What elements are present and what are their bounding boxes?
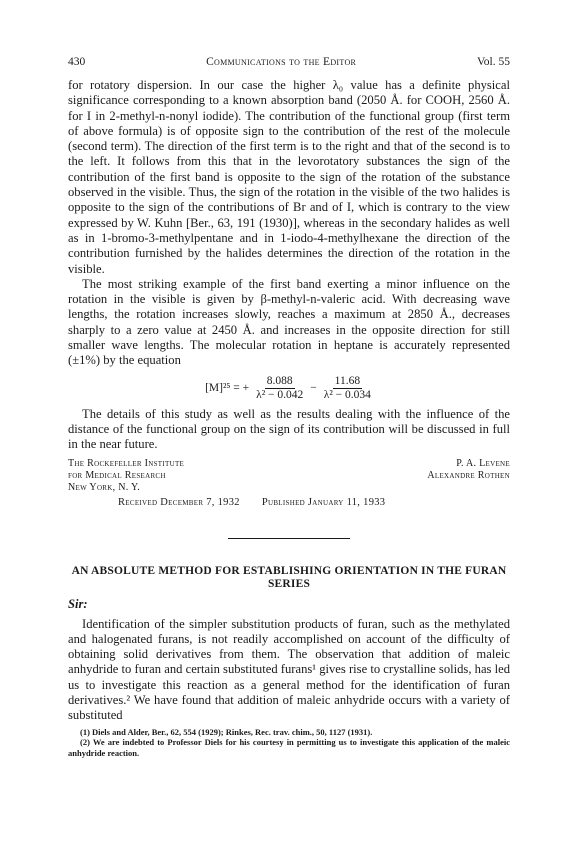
journal-page bbox=[68, 56, 510, 758]
running-title: Communications to the Editor bbox=[206, 56, 357, 68]
institution-line-1: The Rockefeller Institute bbox=[68, 457, 185, 469]
signature-block bbox=[68, 458, 510, 494]
equation-fraction-1 bbox=[254, 375, 305, 402]
section-divider bbox=[228, 538, 350, 539]
footnotes bbox=[68, 727, 510, 759]
body-paragraph-1: for rotatory dispersion. In our case the higher λ₀ value has a definite physical significance corresponding to a known absorption band (2050 Å. for COOH, 2560 Å. for I in 2-methyl-n-nonyl iodide). The contribution of the functional group (first term of above formula) is of opposite sign to the contribution of the rest of the molecule (second term). The direction of the first term is to the right and that of the second is to the left. It follows from this that in the levorotatory substances the sign of the contribution of the first band is opposite to the sign of the rotation of the substance observed in the visible. Thus, the sign of the rotation in the visible of the two halides is opposite to the sign of the contributions of Br and of I, which is contrary to the view expressed by W. Kuhn [Ber., 63, 191 (1930)], whereas in the secondary halides as well as in 1-bromo-3-methylpentane and in 1-iodo-4-methylhexane the direction of the contribution furnished by the halides determines the direction of the rotation in the visible. bbox=[68, 78, 510, 276]
page-number: 430 bbox=[68, 56, 86, 68]
footnote-2: (2) We are indebted to Professor Diels for his courtesy in permitting us to investigate this application of the maleic anhydride reaction. bbox=[68, 737, 510, 758]
institution-address bbox=[68, 458, 184, 494]
equation-lhs: [M]²⁵ = + bbox=[205, 382, 250, 395]
author-1: P. A. Levene bbox=[456, 457, 510, 469]
author-2: Alexandre Rothen bbox=[427, 469, 510, 481]
running-header bbox=[68, 56, 510, 68]
fraction-1-numerator: 8.088 bbox=[266, 374, 293, 387]
equation-minus: − bbox=[310, 382, 317, 395]
salutation: Sir: bbox=[68, 596, 88, 611]
published-date: Published January 11, 1933 bbox=[261, 496, 386, 508]
article-paragraph: Identification of the simpler substitution products of furan, such as the methylated and halogenated furans, is not readily accomplished on account of the difficulty of obtaining solid derivatives from them. The observation that addition of maleic anhydride to furan and certain substituted furans¹ gives rise to crystalline solids, has led us to investigate this reaction as a general method for the identification of furan derivatives.² We have found that addition of maleic anhydride occurs with a variety of substituted bbox=[68, 616, 510, 723]
date-line bbox=[118, 497, 510, 508]
institution-line-2: for Medical Research bbox=[68, 469, 166, 481]
footnote-1: (1) Diels and Alder, Ber., 62, 554 (1929); Rinkes, Rec. trav. chim., 50, 1127 (1931). bbox=[80, 726, 373, 737]
fraction-2-numerator: 11.68 bbox=[334, 374, 361, 387]
equation-fraction-2 bbox=[322, 375, 373, 402]
institution-line-3: New York, N. Y. bbox=[68, 481, 141, 493]
fraction-2-denominator: λ² − 0.034 bbox=[323, 388, 371, 401]
closing-paragraph: The details of this study as well as the results dealing with the influence of the distance of the functional group on the sign of its contribution will be discussed in full in the near future. bbox=[68, 406, 510, 452]
article-title: AN ABSOLUTE METHOD FOR ESTABLISHING ORIENTATION IN THE FURAN SERIES bbox=[71, 564, 507, 590]
fraction-1-denominator: λ² − 0.042 bbox=[256, 388, 304, 401]
received-date: Received December 7, 1932 bbox=[118, 496, 240, 508]
rotation-equation bbox=[68, 375, 510, 402]
volume-number: Vol. 55 bbox=[476, 56, 510, 68]
body-paragraph-2: The most striking example of the first band exerting a minor influence on the rotation in the visible is given by β-methyl-n-valeric acid. With decreasing wave lengths, the rotation increases slowly, reaches a maximum at 2850 Å., decreases sharply to a zero value at 2450 Å. and increases in the opposite direction for still smaller wave lengths. The molecular rotation in heptane is accurately represented (±1%) by the equation bbox=[68, 276, 510, 368]
author-names bbox=[427, 458, 510, 494]
